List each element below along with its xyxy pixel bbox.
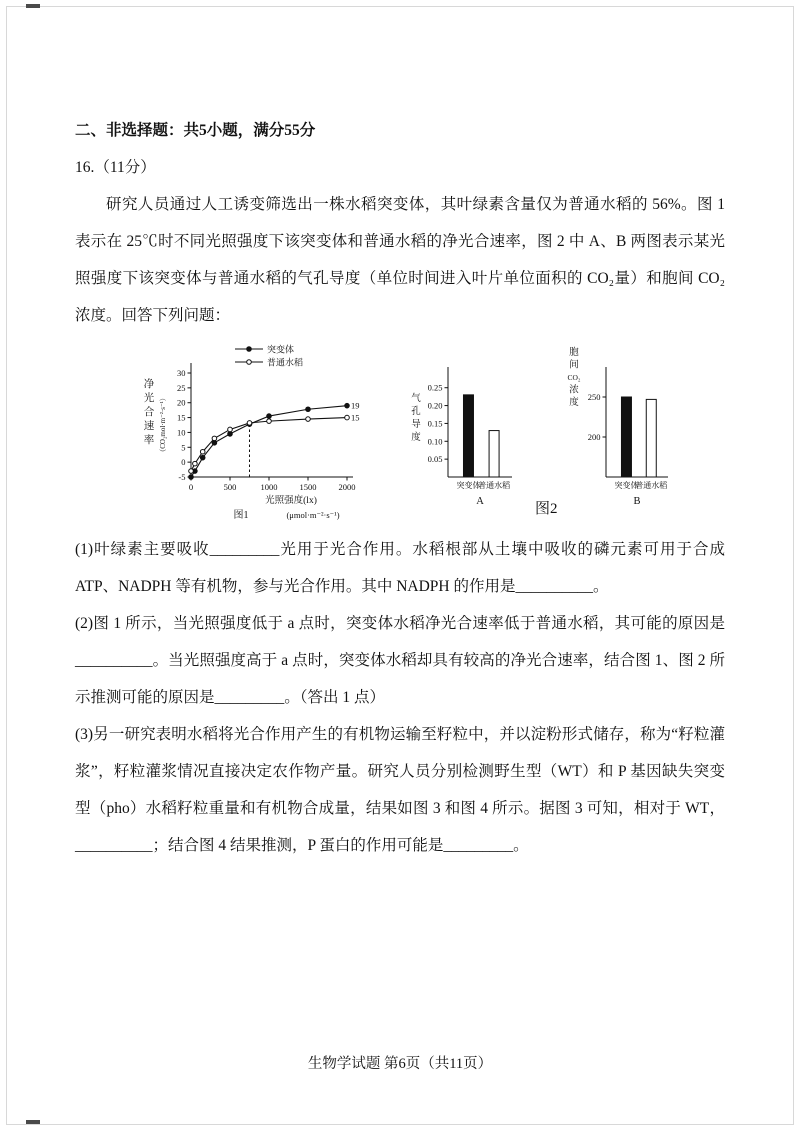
svg-text:5: 5 bbox=[181, 442, 186, 453]
figure1-chart bbox=[139, 339, 394, 527]
svg-text:500: 500 bbox=[223, 482, 237, 492]
svg-text:0.10: 0.10 bbox=[427, 436, 443, 447]
question-part-3: (3)另一研究表明水稻将光合作用产生的有机物运输至籽粒中，并以淀粉形式储存，称为“籽粒灌浆”，籽粒灌浆情况直接决定农作物产量。研究人员分别检测野生型（WT）和 P 基因缺失突变型（pho）水稻籽粒重量和有机物合成量，结果如图 3 和图 4 所示。据图 3 可知，相对于 WT，__________；结合图 4 结果推测，P 蛋白的作用可能是_________。 bbox=[75, 726, 725, 854]
svg-text:合: 合 bbox=[143, 407, 155, 418]
svg-text:度: 度 bbox=[411, 433, 421, 443]
svg-text:0: 0 bbox=[181, 457, 186, 468]
svg-text:250: 250 bbox=[587, 392, 601, 402]
svg-text:0.25: 0.25 bbox=[427, 382, 443, 393]
svg-text:普通水稻: 普通水稻 bbox=[634, 481, 667, 490]
svg-text:光: 光 bbox=[143, 393, 155, 404]
page-footer: 生物学试题 第6页（共11页） bbox=[307, 1056, 493, 1072]
figure-row bbox=[139, 339, 725, 527]
question-part-2: (2)图 1 所示，当光照强度低于 a 点时，突变体水稻净光合速率低于普通水稻，其可能的原因是__________。当光照强度高于 a 点时，突变体水稻却具有较高的净光合速率，结合图 1、图 2 所示推测可能的原因是_________。（答出 1 点） bbox=[75, 615, 725, 706]
svg-text:200: 200 bbox=[587, 432, 601, 442]
svg-text:导: 导 bbox=[411, 420, 421, 430]
svg-text:20: 20 bbox=[177, 397, 186, 408]
svg-text:胞: 胞 bbox=[568, 348, 579, 358]
svg-text:15: 15 bbox=[177, 412, 186, 423]
svg-text:25: 25 bbox=[177, 382, 186, 393]
question-number: 16.（11分） bbox=[75, 159, 156, 176]
svg-text:突变体: 突变体 bbox=[456, 481, 481, 490]
section-header: 二、非选择题：共5小题，满分55分 bbox=[75, 122, 316, 139]
svg-text:突变体: 突变体 bbox=[613, 481, 638, 490]
svg-text:19: 19 bbox=[351, 400, 360, 411]
question-16-block bbox=[75, 112, 725, 864]
svg-text:图1: 图1 bbox=[233, 510, 249, 521]
svg-text:0.05: 0.05 bbox=[427, 454, 443, 465]
svg-text:1000: 1000 bbox=[260, 482, 278, 492]
svg-text:1500: 1500 bbox=[299, 482, 317, 492]
svg-text:速: 速 bbox=[143, 421, 155, 432]
svg-text:普通水稻: 普通水稻 bbox=[267, 357, 304, 368]
svg-text:2000: 2000 bbox=[338, 482, 356, 492]
svg-text:(μmol·m⁻²·s⁻¹): (μmol·m⁻²·s⁻¹) bbox=[286, 510, 340, 520]
svg-text:B: B bbox=[633, 496, 641, 507]
crop-mark-top bbox=[26, 4, 40, 8]
svg-text:气: 气 bbox=[411, 394, 421, 404]
svg-text:0: 0 bbox=[188, 482, 194, 492]
svg-text:CO₂: CO₂ bbox=[566, 373, 581, 382]
svg-text:A: A bbox=[476, 496, 484, 507]
svg-text:10: 10 bbox=[177, 427, 186, 438]
svg-text:孔: 孔 bbox=[411, 407, 421, 417]
figure2b-chart bbox=[562, 339, 680, 527]
question-part-1: (1)叶绿素主要吸收_________光用于光合作用。水稻根部从土壤中吸收的磷元素可用于合成 ATP、NADPH 等有机物，参与光合作用。其中 NADPH 的作用是__________。 bbox=[75, 541, 725, 595]
svg-text:浓: 浓 bbox=[568, 385, 579, 396]
svg-text:光照强度(lx): 光照强度(lx) bbox=[265, 496, 317, 506]
svg-text:0.15: 0.15 bbox=[427, 418, 443, 429]
svg-text:普通水稻: 普通水稻 bbox=[478, 481, 511, 490]
figure2-label: 图2 bbox=[535, 501, 558, 517]
svg-text:30: 30 bbox=[177, 368, 186, 378]
crop-mark-bottom bbox=[26, 1120, 40, 1124]
svg-text:间: 间 bbox=[568, 360, 579, 371]
svg-text:度: 度 bbox=[568, 398, 579, 408]
svg-text:率: 率 bbox=[143, 435, 155, 446]
svg-text:突变体: 突变体 bbox=[267, 344, 295, 355]
question-intro: 研究人员通过人工诱变筛选出一株水稻突变体，其叶绿素含量仅为普通水稻的 56%。图 1 表示在 25℃时不同光照强度下该突变体和普通水稻的净光合速率，图 2 中 A、B 两图表示某光照强度下该突变体与普通水稻的气孔导度（单位时间进入叶片单位面积的 CO₂量）和胞间 CO₂浓度。回答下列问题： bbox=[75, 196, 725, 324]
svg-text:净: 净 bbox=[143, 379, 155, 390]
svg-text:0.20: 0.20 bbox=[427, 400, 443, 411]
figure2a-chart bbox=[402, 339, 527, 527]
svg-text:（CO₂mol·m⁻²·s⁻¹）: （CO₂mol·m⁻²·s⁻¹） bbox=[159, 394, 167, 456]
svg-text:15: 15 bbox=[351, 412, 360, 423]
svg-text:-5: -5 bbox=[178, 472, 186, 482]
